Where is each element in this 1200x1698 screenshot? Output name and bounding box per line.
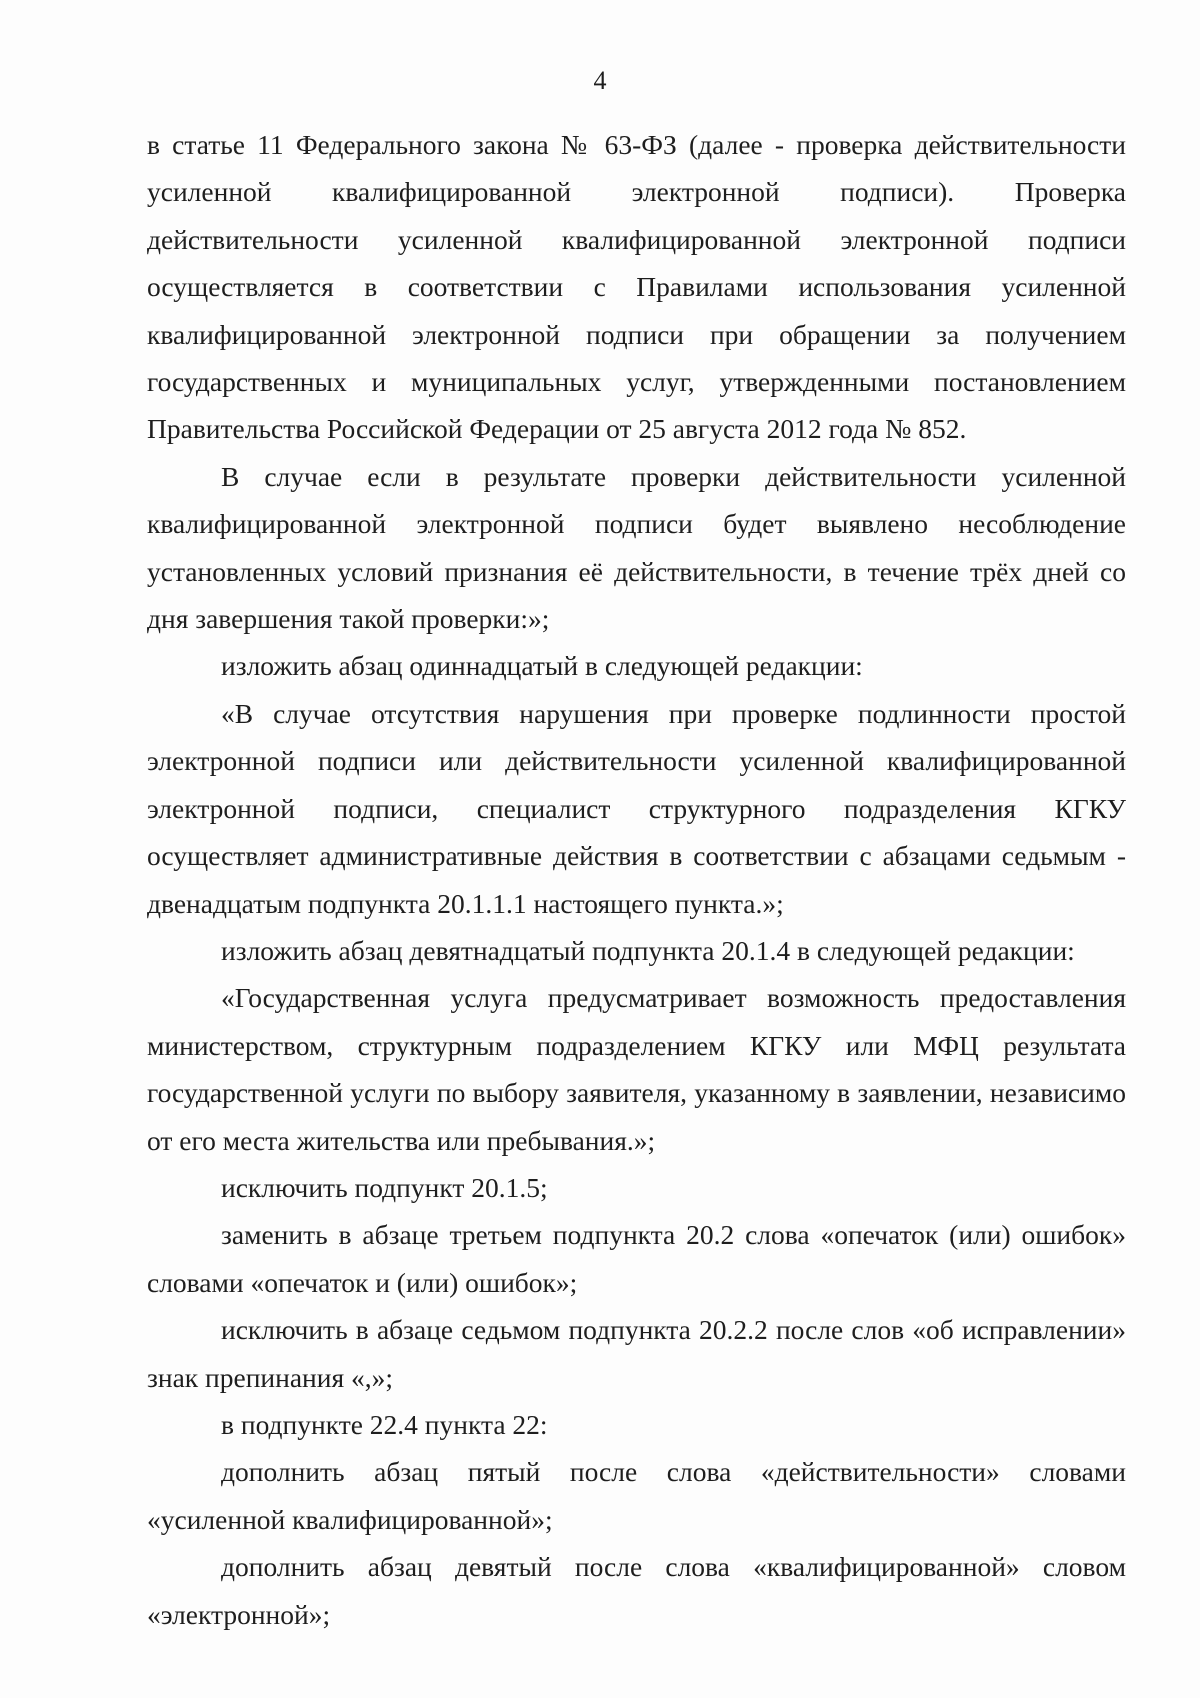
paragraph-amend-nineteenth: изложить абзац девятнадцатый подпункта 20.1.4 в следующей редакции: bbox=[221, 934, 1075, 966]
paragraph-supplement-fifth: дополнить абзац пятый после слова «действительности» словами «усиленной квалифицированной»; bbox=[147, 1456, 1126, 1535]
paragraph-subclause-22-4: в подпункте 22.4 пункта 22: bbox=[221, 1408, 548, 1440]
document-body bbox=[147, 121, 1126, 1638]
paragraph-replace-words: заменить в абзаце третьем подпункта 20.2 слова «опечаток (или) ошибок» словами «опечаток и (или) ошибок»; bbox=[147, 1219, 1126, 1298]
paragraph-exclude-20-1-5: исключить подпункт 20.1.5; bbox=[221, 1171, 548, 1203]
paragraph-amend-eleventh: изложить абзац одиннадцатый в следующей редакции: bbox=[221, 650, 863, 682]
paragraph-eleventh-text: «В случае отсутствия нарушения при проверке подлинности простой электронной подписи или действительности усиленной квалифицированной электронной подписи, специалист структурного подразделения КГКУ осуществляет административные действия в соответствии с абзацами седьмым - двенадцатым подпункта 20.1.1.1 настоящего пункта.»; bbox=[147, 697, 1126, 919]
paragraph-nineteenth-text: «Государственная услуга предусматривает возможность предоставления министерством, структурным подразделением КГКУ или МФЦ результата государственной услуги по выбору заявителя, указанному в заявлении, независимо от его места жительства или пребывания.»; bbox=[147, 982, 1126, 1156]
paragraph-exclude-punctuation: исключить в абзаце седьмом подпункта 20.2.2 после слов «об исправлении» знак препинания «,»; bbox=[147, 1314, 1126, 1393]
paragraph-signature-verification: в статье 11 Федерального закона № 63-ФЗ (далее - проверка действительности усиленной квалифицированной электронной подписи). Проверка действительности усиленной квалифицированной электронной подписи осуществляется в соответствии с Правилами использования усиленной квалифицированной электронной подписи при обращении за получением государственных и муниципальных услуг, утвержденными постановлением Правительства Российской Федерации от 25 августа 2012 года № 852. bbox=[147, 129, 1126, 445]
page-number: 4 bbox=[593, 66, 607, 95]
paragraph-supplement-ninth: дополнить абзац девятый после слова «квалифицированной» словом «электронной»; bbox=[147, 1551, 1126, 1630]
paragraph-verification-failure: В случае если в результате проверки действительности усиленной квалифицированной электронной подписи будет выявлено несоблюдение установленных условий признания её действительности, в течение трёх дней со дня завершения такой проверки:»; bbox=[147, 460, 1126, 635]
